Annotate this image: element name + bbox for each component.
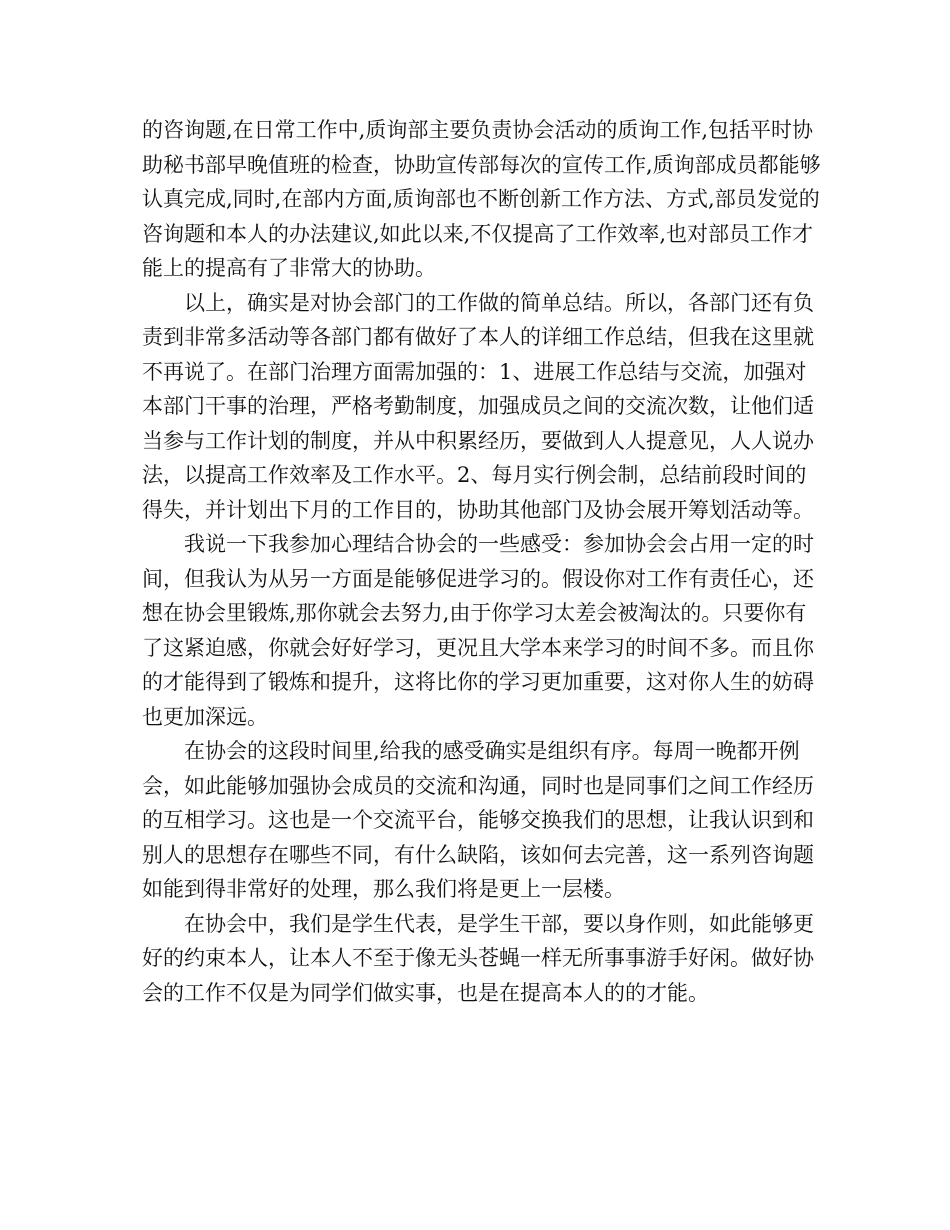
paragraph-3: 我说一下我参加心理结合协会的一些感受：参加协会会占用一定的时间，但我认为从另一方面是能够促进学习的。假设你对工作有责任心，还想在协会里锻炼,那你就会去努力,由于你学习太差会被淘汰的。只要你有了这紧迫感，你就会好好学习，更况且大学本来学习的时间不多。而且你的才能得到了锻炼和提升，这将比你的学习更加重要，这对你人生的妨碍也更加深远。: [142, 532, 814, 729]
paragraph-2: 以上，确实是对协会部门的工作做的简单总结。所以，各部门还有负责到非常多活动等各部门都有做好了本人的详细工作总结，但我在这里就不再说了。在部门治理方面需加强的：1、进展工作总结与交流，加强对本部门干事的治理，严格考勤制度，加强成员之间的交流次数，让他们适当参与工作计划的制度，并从中积累经历，要做到人人提意见，人人说办法，以提高工作效率及工作水平。2、每月实行例会制，总结前段时间的得失，并计划出下月的工作目的，协助其他部门及协会展开筹划活动等。: [142, 290, 814, 522]
document-body: [142, 113, 827, 1010]
paragraph-4: 在协会的这段时间里,给我的感受确实是组织有序。每周一晚都开例会，如此能够加强协会成员的交流和沟通，同时也是同事们之间工作经历的互相学习。这也是一个交流平台，能够交换我们的思想，让我认识到和别人的思想存在哪些不同，有什么缺陷，该如何去完善，这一系列咨询题如能到得非常好的处理，那么我们将是更上一层楼。: [142, 739, 814, 901]
paragraph-1: 的咨询题,在日常工作中,质询部主要负责协会活动的质询工作,包括平时协助秘书部早晚值班的检查，协助宣传部每次的宣传工作,质询部成员都能够认真完成,同时,在部内方面,质询部也不断创新工作方法、方式,部员发觉的咨询题和本人的办法建议,如此以来,不仅提高了工作效率,也对部员工作才能上的提高有了非常大的协助。: [142, 118, 821, 280]
paragraph-5: 在协会中，我们是学生代表，是学生干部，要以身作则，如此能够更好的约束本人，让本人不至于像无头苍蝇一样无所事事游手好闲。做好协会的工作不仅是为同学们做实事，也是在提高本人的的才能。: [142, 911, 814, 1005]
